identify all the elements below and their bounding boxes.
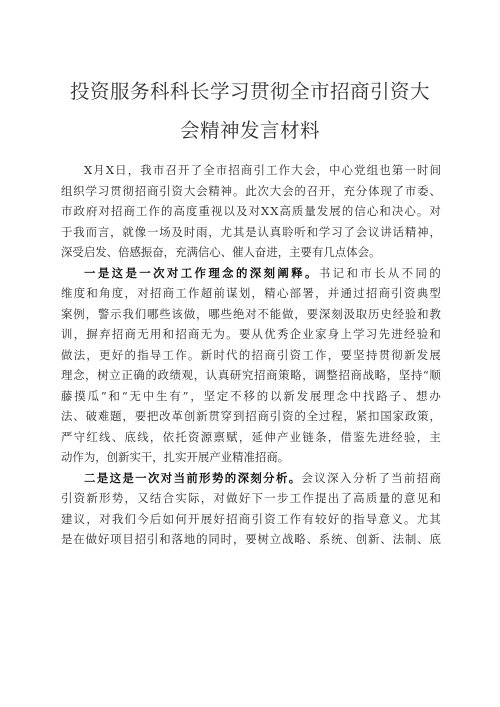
body-line: 动 作 为 ， 创 新 实 干 ， 扎 实 开 展 产 业 精 准 招 商 。: [61, 450, 290, 464]
body-line: X 月 X 日 ， 我 市 召 开 了 全 市 招 商 引 工 作 大 会 ， 中 心 党 组 也 第 一 时 间: [84, 163, 441, 177]
body-line: 做 法 ， 更 好 的 指 导 工 作 。 新 时 代 的 招 商 引 资 工 作 ， 要 坚 持 贯 彻 新 发 展: [61, 347, 441, 362]
body-line: 藤 摸 瓜 ” 和 “ 无 中 生 有 ” ， 坚 定 不 移 的 以 新 发 展 理 念 中 找 路 子 、 想 办: [61, 388, 441, 403]
body-line: 法 、 破 难 题 ， 要 把 改 革 创 新 贯 穿 到 招 商 引 资 的 全 过 程 ， 紧 扣 国 家 政 策 ，: [61, 409, 441, 423]
body-line: 深 受 启 发 、 倍 感 振 奋 ， 充 满 信 心 、 催 人 奋 进 ， 主 要 有 几 点 体 会 。: [61, 245, 381, 259]
body-line: 组 织 学 习 贯 彻 招 商 引 资 大 会 精 神 。 此 次 大 会 的 召 开 ， 充 分 体 现 了 市 委 、: [61, 183, 441, 198]
body-line: 市 政 府 对 招 商 工 作 的 高 度 重 视 以 及 对 X X 高 质 量 发 展 的 信 心 和 决 心 。 对: [61, 204, 441, 218]
body-line: 于 我 而 言 ， 就 像 一 场 及 时 雨 ， 尤 其 是 认 真 聆 听 和 学 习 了 会 议 讲 话 精 神 ，: [61, 224, 441, 239]
body-line: 维 度 和 角 度 ， 对 招 商 工 作 超 前 谋 划 ， 精 心 部 署 ， 并 通 过 招 商 引 资 典 型: [61, 286, 441, 300]
body-line: 建 议 ， 对 我 们 今 后 如 何 开 展 好 招 商 引 资 工 作 有 较 好 的 指 导 意 义 。 尤 其: [61, 511, 441, 526]
body-line: 是 在 做 好 项 目 招 引 和 落 地 的 同 时 ， 要 树 立 战 略 、 系 统 、 创 新 、 法 制 、 底: [61, 532, 441, 546]
document-title-line-1: 投资服务科科长学习贯彻全市招商引资大: [69, 80, 430, 103]
body-line: 案 例 ， 警 示 我 们 哪 些 该 做 ， 哪 些 绝 对 不 能 做 ， 要 深 刻 汲 取 历 史 经 验 和 教: [61, 306, 441, 321]
body-line: 训 ， 摒 弃 招 商 无 用 和 招 商 无 为 。 要 从 优 秀 企 业 家 身 上 学 习 先 进 经 验 和: [61, 327, 441, 341]
body-line: 引 资 新 形 势 ， 又 结 合 实 际 ， 对 做 好 下 一 步 工 作 提 出 了 高 质 量 的 意 见 和: [61, 491, 441, 505]
body-line: 二 是 这 是 一 次 对 当 前 形 势 的 深 刻 分 析 。 会 议 深 入 分 析 了 当 前 招 商: [84, 470, 441, 485]
body-line: 理 念 ， 树 立 正 确 的 政 绩 观 ， 认 真 研 究 招 商 策 略 ， 调 整 招 商 战 略 ， 坚 持 “ 顺: [61, 368, 441, 382]
document-title-line-2: 会精神发言材料: [179, 119, 320, 142]
body-line: 严 守 红 线 、 底 线 ， 依 托 资 源 禀 赋 ， 延 伸 产 业 链 条 ， 借 鉴 先 进 经 验 ， 主: [61, 429, 441, 444]
body-line: 一 是 这 是 一 次 对 工 作 理 念 的 深 刻 阐 释 。 书 记 和 市 长 从 不 同 的: [84, 265, 441, 280]
